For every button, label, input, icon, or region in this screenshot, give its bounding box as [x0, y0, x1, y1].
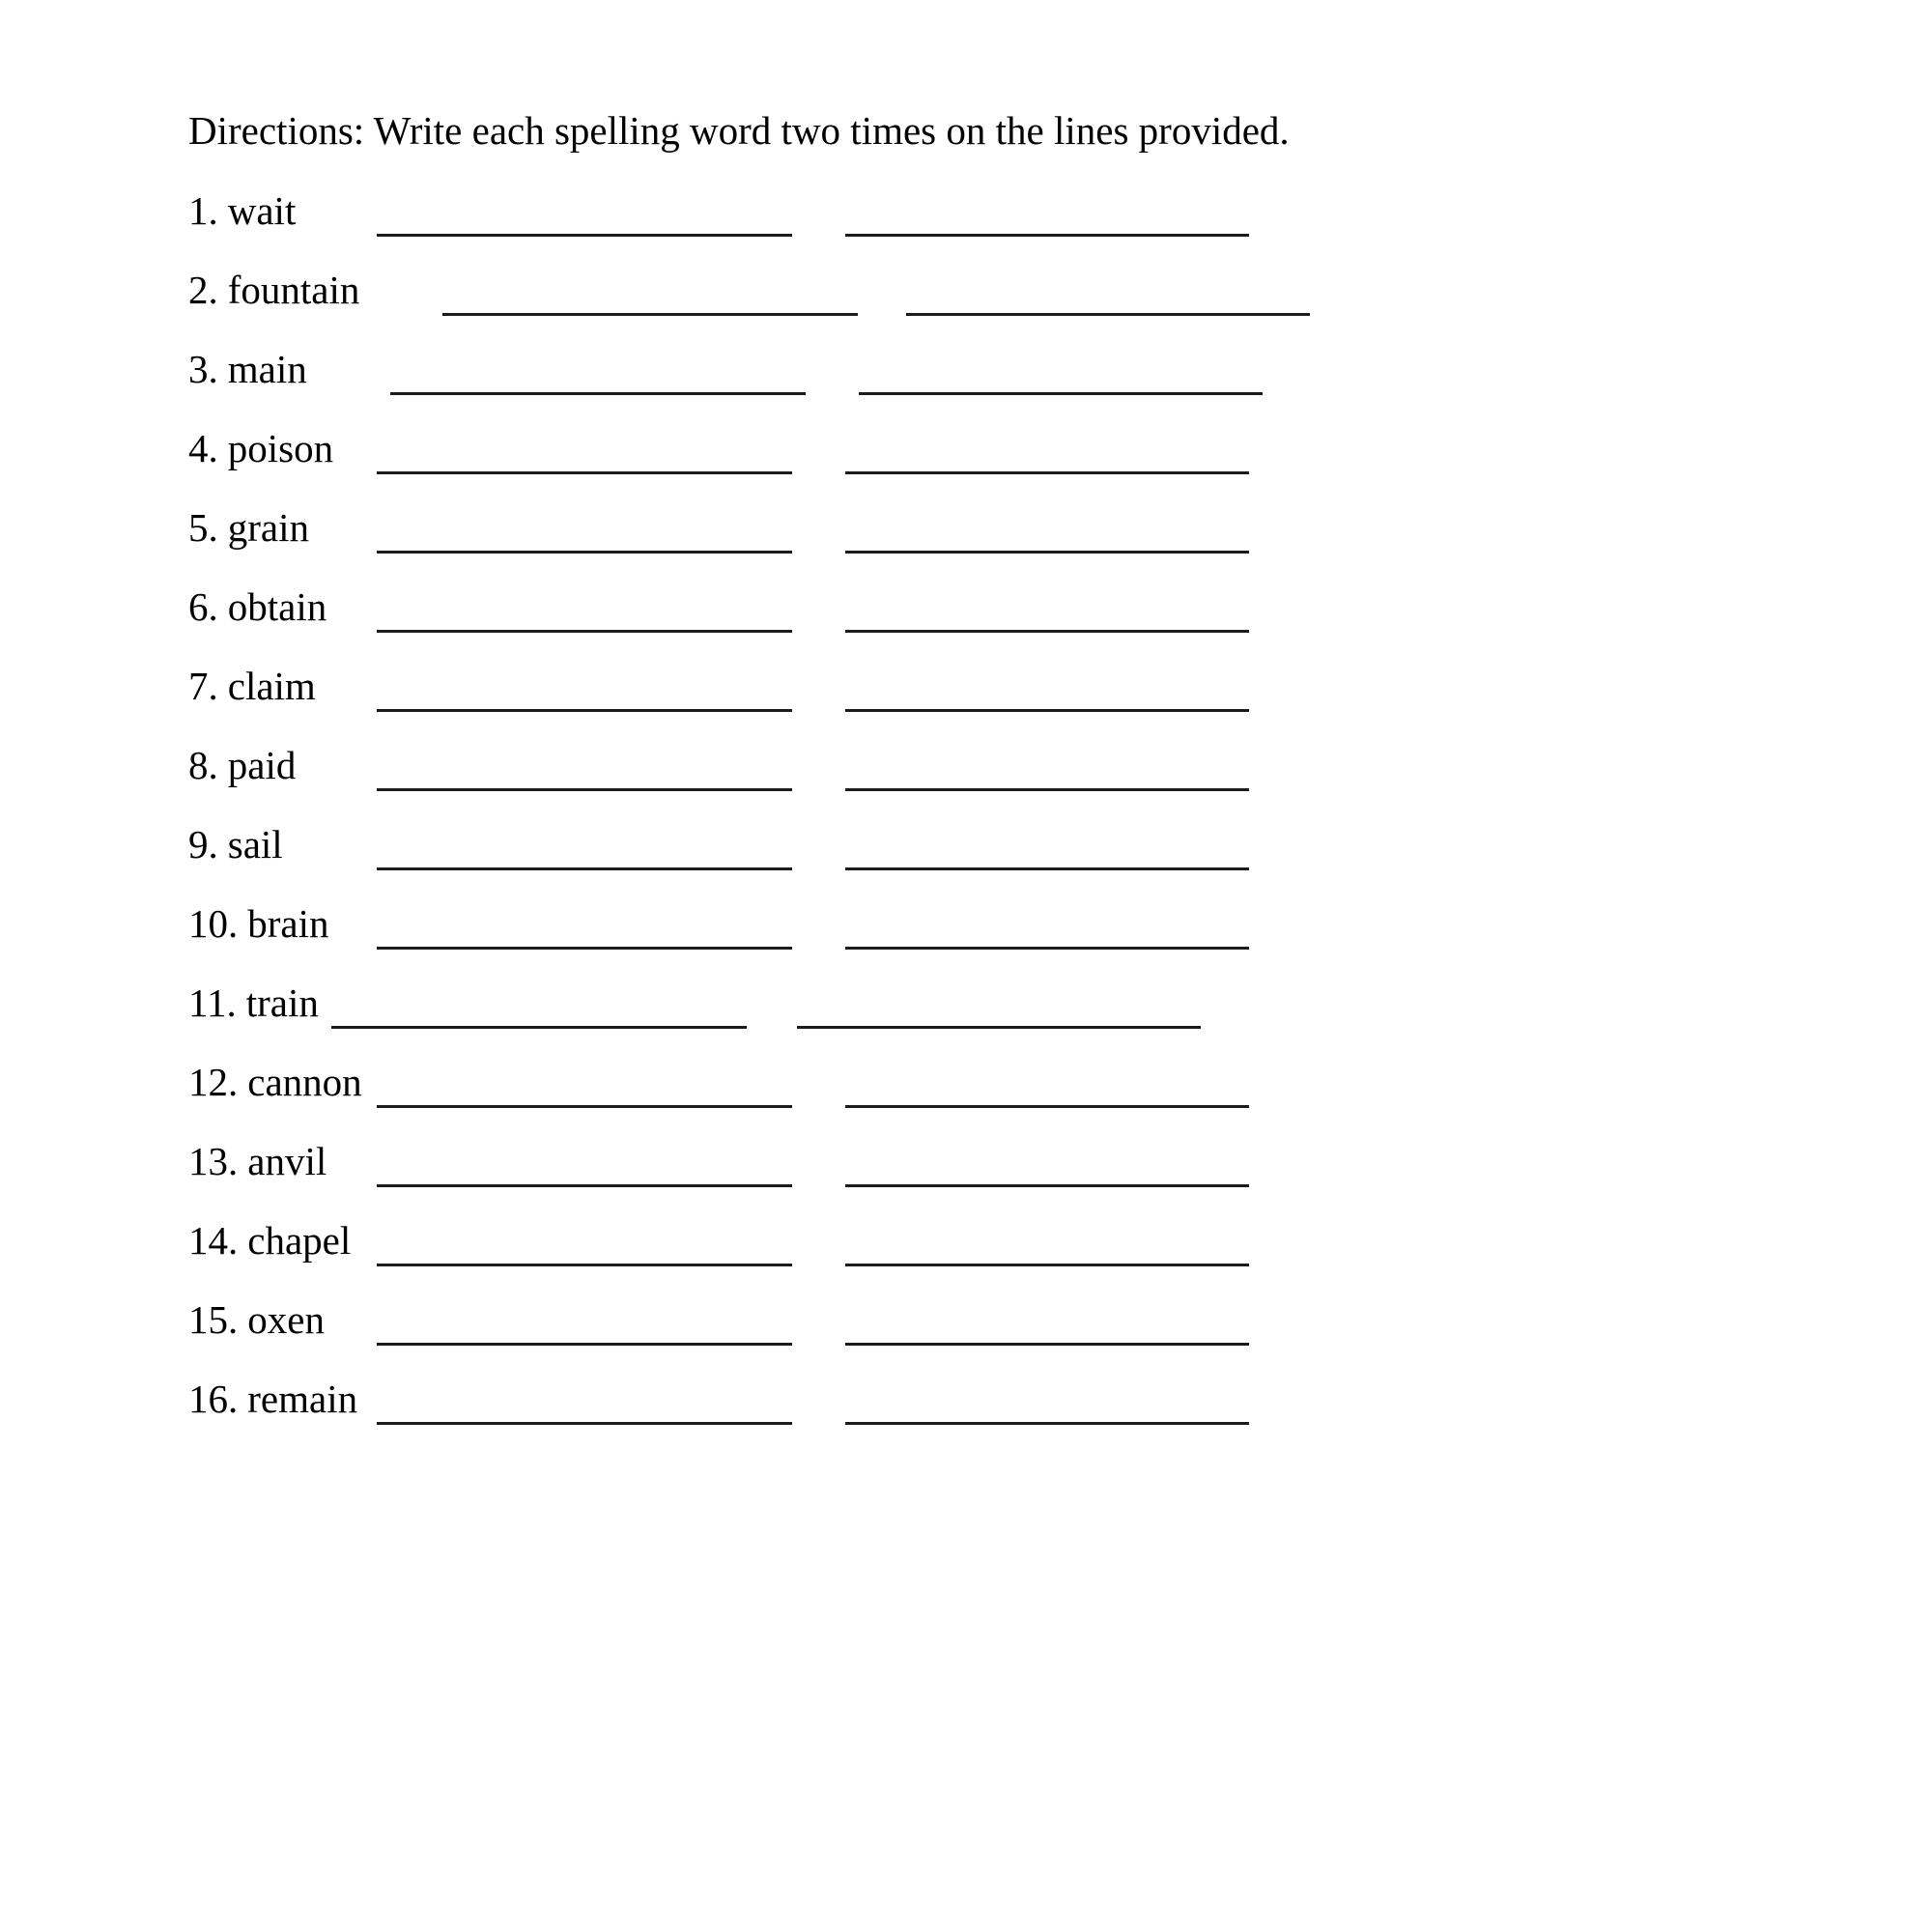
write-line-1	[377, 1298, 792, 1346]
write-line-2	[845, 1219, 1249, 1266]
spelling-row-3	[188, 348, 1831, 427]
spelling-row-4	[188, 427, 1831, 506]
write-line-1	[442, 269, 858, 316]
item-word: cannon	[247, 1060, 362, 1104]
item-number: 3.	[188, 347, 218, 391]
item-label	[188, 823, 377, 866]
item-label	[188, 427, 377, 469]
item-label	[188, 1140, 377, 1182]
spelling-row-16	[188, 1378, 1831, 1457]
write-line-2	[845, 823, 1249, 870]
item-word: obtain	[227, 584, 327, 629]
write-line-1	[377, 189, 792, 237]
write-line-2	[797, 981, 1201, 1029]
spelling-row-10	[188, 902, 1831, 981]
item-label	[188, 744, 377, 786]
spelling-row-13	[188, 1140, 1831, 1219]
write-line-2	[845, 506, 1249, 554]
item-label	[188, 1219, 377, 1262]
item-label	[188, 902, 377, 945]
spelling-row-15	[188, 1298, 1831, 1378]
item-word: wait	[227, 188, 297, 233]
item-number: 8.	[188, 743, 218, 787]
item-number: 2.	[188, 268, 218, 312]
item-label	[188, 585, 377, 628]
item-number: 15.	[188, 1297, 239, 1342]
item-word: sail	[227, 822, 283, 867]
item-label	[188, 1061, 377, 1103]
item-number: 5.	[188, 505, 218, 550]
write-line-1	[390, 348, 806, 395]
write-line-1	[377, 1378, 792, 1425]
write-line-2	[906, 269, 1310, 316]
item-number: 1.	[188, 188, 218, 233]
item-number: 12.	[188, 1060, 239, 1104]
write-line-2	[845, 189, 1249, 237]
write-line-1	[377, 427, 792, 474]
item-word: paid	[227, 743, 297, 787]
spelling-row-14	[188, 1219, 1831, 1298]
item-label	[188, 269, 377, 311]
write-line-1	[377, 1061, 792, 1108]
directions-text: Directions: Write each spelling word two times on the lines provided.	[188, 108, 1290, 153]
item-word: chapel	[247, 1218, 352, 1263]
item-word: remain	[247, 1377, 358, 1421]
item-word: claim	[227, 664, 316, 708]
write-line-2	[845, 1378, 1249, 1425]
write-line-2	[845, 1140, 1249, 1187]
item-word: anvil	[247, 1139, 327, 1183]
worksheet-page	[188, 106, 1831, 1457]
write-line-1	[377, 506, 792, 554]
item-number: 4.	[188, 426, 218, 470]
write-line-2	[845, 665, 1249, 712]
item-number: 11.	[188, 980, 237, 1025]
spelling-row-8	[188, 744, 1831, 823]
spelling-row-9	[188, 823, 1831, 902]
write-line-2	[859, 348, 1263, 395]
item-word: train	[245, 980, 319, 1025]
spelling-row-2	[188, 269, 1831, 348]
spelling-row-12	[188, 1061, 1831, 1140]
item-label	[188, 665, 377, 707]
item-number: 6.	[188, 584, 218, 629]
spelling-row-6	[188, 585, 1831, 665]
spelling-row-1	[188, 189, 1831, 269]
spelling-row-11	[188, 981, 1831, 1061]
write-line-1	[377, 1140, 792, 1187]
write-line-1	[377, 1219, 792, 1266]
item-number: 14.	[188, 1218, 239, 1263]
item-word: main	[227, 347, 307, 391]
write-line-2	[845, 1061, 1249, 1108]
item-word: brain	[247, 901, 329, 946]
item-number: 7.	[188, 664, 218, 708]
item-word: grain	[227, 505, 309, 550]
item-word: oxen	[247, 1297, 325, 1342]
write-line-2	[845, 744, 1249, 791]
spelling-word-list	[188, 189, 1831, 1457]
item-number: 9.	[188, 822, 218, 867]
spelling-row-5	[188, 506, 1831, 585]
item-label	[188, 1378, 377, 1420]
write-line-1	[377, 585, 792, 633]
item-number: 10.	[188, 901, 239, 946]
write-line-2	[845, 902, 1249, 950]
item-word: poison	[227, 426, 334, 470]
item-number: 16.	[188, 1377, 239, 1421]
item-number: 13.	[188, 1139, 239, 1183]
write-line-1	[331, 981, 747, 1029]
write-line-2	[845, 1298, 1249, 1346]
item-label	[188, 189, 377, 232]
write-line-1	[377, 744, 792, 791]
write-line-1	[377, 902, 792, 950]
write-line-1	[377, 823, 792, 870]
spelling-row-7	[188, 665, 1831, 744]
write-line-2	[845, 585, 1249, 633]
item-label	[188, 1298, 377, 1341]
item-word: fountain	[227, 268, 360, 312]
write-line-2	[845, 427, 1249, 474]
item-label	[188, 506, 377, 549]
write-line-1	[377, 665, 792, 712]
item-label	[188, 348, 377, 390]
